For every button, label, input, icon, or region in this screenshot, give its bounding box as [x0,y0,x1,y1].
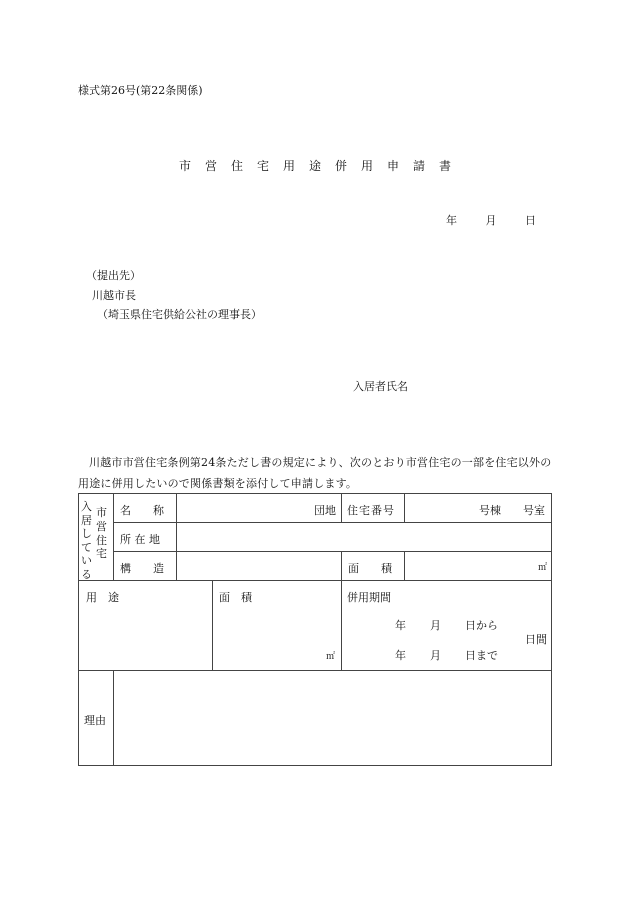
house-number-label: 住宅番号 [347,504,395,517]
addressee-mayor: 川越市長 [92,289,136,302]
row-divider-3 [78,580,552,581]
row-divider-1 [113,522,552,523]
area-label: 面 積 [348,562,392,575]
usage-label: 用 途 [86,591,119,604]
to-month: 月 [430,649,441,662]
addressee-heading: （提出先） [86,269,141,282]
applicant-name-label: 入居者氏名 [353,380,408,393]
usage-area-label: 面 積 [219,591,252,604]
col-divider-period [341,580,342,670]
addressee-corporation: （埼玉県住宅供給公社の理事長） [97,308,262,321]
usage-area-unit: ㎡ [326,652,336,662]
col-divider-area-b [404,551,405,580]
period-label: 併用期間 [347,591,391,604]
to-day: 日まで [465,649,498,662]
to-year: 年 [395,649,406,662]
gouto-label: 号棟 [479,504,501,517]
col-divider-area-a [341,551,342,580]
form-number: 様式第26号(第22条関係) [78,84,203,97]
side-label-col1: 入居している [81,500,92,581]
from-month: 月 [430,619,441,632]
col-divider-reason [113,670,114,766]
from-day: 日から [465,619,498,632]
danchi-label: 団地 [314,504,336,517]
location-label: 所 在 地 [120,533,160,546]
structure-label: 構 造 [120,562,164,575]
date-line [446,212,536,228]
reason-label: 理由 [84,714,106,727]
application-statement: 川越市市営住宅条例第24条ただし書の規定により、次のとおり市営住宅の一部を住宅以外の用途に併用したいので関係書類を添付して申請します。 [78,456,552,490]
date-month: 月 [485,214,497,227]
from-year: 年 [395,619,406,632]
row-divider-2 [113,551,552,552]
row-divider-4 [78,670,552,671]
area-unit: ㎡ [538,563,548,573]
goushitsu-label: 号室 [523,504,545,517]
document-title: 市営住宅用途併用申請書 [178,159,465,173]
name-label: 名 称 [120,504,164,517]
date-day: 日 [525,214,536,227]
col-divider-houseno-b [404,493,405,522]
col-divider-label [176,493,177,580]
col-divider-side [113,493,114,580]
col-divider-houseno-a [341,493,342,522]
col-divider-usage [212,580,213,670]
days-count-label: 日間 [525,633,547,646]
date-year: 年 [446,214,457,227]
side-label-col2: 市営住宅 [96,506,107,561]
